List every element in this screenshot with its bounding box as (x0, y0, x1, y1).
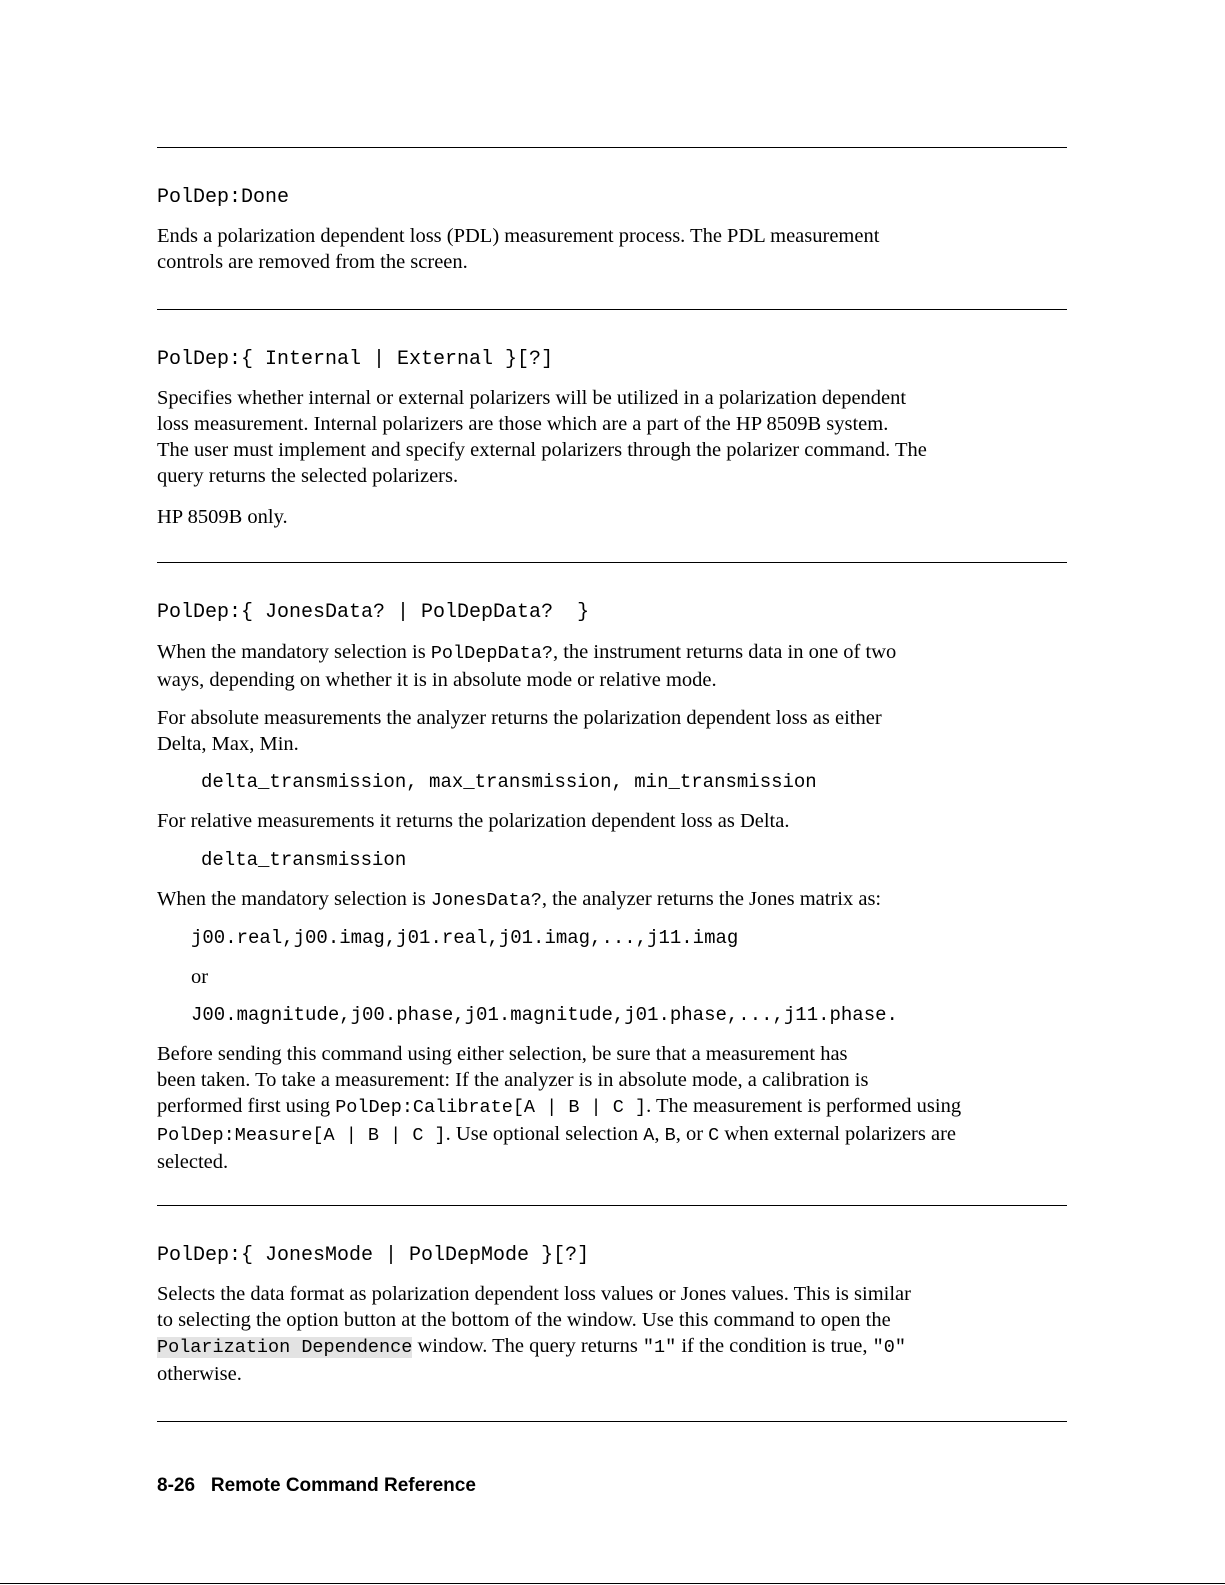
inline-code: PolDep:Calibrate[A | B | C ] (335, 1097, 647, 1118)
section-divider (157, 1421, 1067, 1422)
text: window. The query returns (412, 1335, 643, 1357)
body-line: The user must implement and specify external polarizers through the polarizer command. The (157, 439, 927, 461)
section-body: or (191, 966, 209, 988)
code-line: delta_transmission, max_transmission, min_transmission (201, 771, 817, 793)
text: otherwise. (157, 1363, 242, 1385)
section-body (157, 223, 1069, 275)
body-line: controls are removed from the screen. (157, 251, 468, 273)
section-note: HP 8509B only. (157, 506, 288, 528)
section-divider (157, 309, 1067, 310)
text: to selecting the option button at the bottom of the window. Use this command to open the (157, 1309, 891, 1331)
section-divider (157, 1205, 1067, 1206)
code-line: delta_transmission (201, 849, 407, 871)
page-edge (0, 1583, 1225, 1584)
inline-code: JonesData? (430, 890, 542, 911)
inline-code: "1" (642, 1337, 677, 1358)
section-divider (157, 147, 1067, 148)
section-divider (157, 562, 1067, 563)
command-heading: PolDep:{ JonesMode | PolDepMode }[?] (157, 1244, 590, 1267)
section-body: For relative measurements it returns the polarization dependent loss as Delta. (157, 810, 790, 832)
section-body (157, 1041, 1069, 1175)
inline-code: PolDep:Measure[A | B | C ] (157, 1125, 446, 1146)
inline-code: PolDepData? (430, 643, 553, 664)
text: been taken. To take a measurement: If the analyzer is in absolute mode, a calibration is (157, 1069, 869, 1091)
text: when external polarizers are (719, 1123, 957, 1145)
command-heading: PolDep:{ Internal | External }[?] (157, 348, 554, 371)
section-body (157, 705, 1069, 757)
text: , the instrument returns data in one of two (552, 641, 897, 663)
section-body (157, 886, 1069, 914)
text: When the mandatory selection is (157, 641, 431, 663)
body-line: Ends a polarization dependent loss (PDL) measurement process. The PDL measurement (157, 225, 880, 247)
text: When the mandatory selection is (157, 888, 431, 910)
text: . The measurement is performed using (646, 1095, 962, 1117)
inline-code: "0" (872, 1337, 906, 1358)
text: , (654, 1123, 665, 1145)
section-body (157, 385, 1069, 489)
command-heading: PolDep:{ JonesData? | PolDepData? } (157, 601, 590, 624)
text: , the analyzer returns the Jones matrix as: (541, 888, 882, 910)
text: Before sending this command using either selection, be sure that a measurement has (157, 1043, 848, 1065)
text: performed first using (157, 1095, 336, 1117)
page-footer: 8-26 Remote Command Reference (157, 1475, 476, 1496)
inline-code: C (708, 1125, 720, 1146)
command-heading: PolDep:Done (157, 186, 290, 209)
section-body (157, 1281, 1069, 1387)
code-line: J00.magnitude,j00.phase,j01.magnitude,j01.phase,...,j11.phase. (191, 1004, 898, 1026)
section-body (157, 639, 1069, 693)
body-line: Specifies whether internal or external polarizers will be utilized in a polarization dependent (157, 387, 907, 409)
text: Delta, Max, Min. (157, 733, 299, 755)
inline-code: B (664, 1125, 676, 1146)
window-name: Polarization Dependence (157, 1337, 413, 1358)
text: . Use optional selection (445, 1123, 644, 1145)
text: ways, depending on whether it is in absolute mode or relative mode. (157, 669, 717, 691)
text: if the condition is true, (676, 1335, 873, 1357)
inline-code: A (643, 1125, 655, 1146)
body-line: query returns the selected polarizers. (157, 465, 459, 487)
text: selected. (157, 1151, 229, 1173)
text: For absolute measurements the analyzer returns the polarization dependent loss as either (157, 707, 882, 729)
text: , or (675, 1123, 709, 1145)
text: Selects the data format as polarization dependent loss values or Jones values. This is similar (157, 1283, 911, 1305)
code-line: j00.real,j00.imag,j01.real,j01.imag,...,j11.imag (191, 927, 739, 949)
body-line: loss measurement. Internal polarizers are those which are a part of the HP 8509B system. (157, 413, 889, 435)
